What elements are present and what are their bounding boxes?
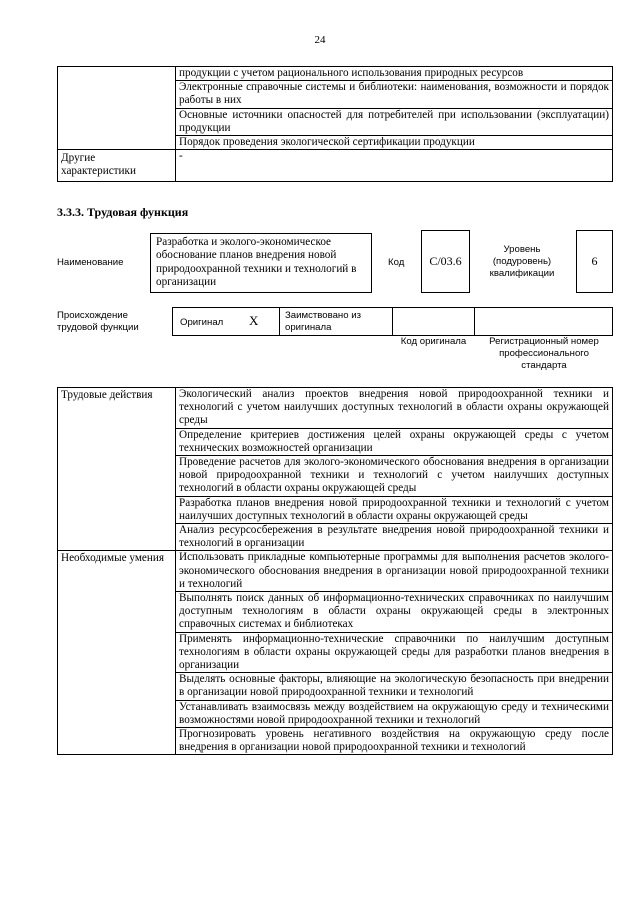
skill-item: Прогнозировать уровень негативного воздействия на окружающую среду после внедрения в организации новой природоохранной техники и технологий	[176, 728, 613, 755]
labor-action-item: Разработка планов внедрения новой природоохранной техники и технологий с учетом наилучших доступных технологий в области охраны окружающей среды	[176, 496, 613, 523]
qualification-level-label: Уровень (подуровень) квалификации	[489, 244, 555, 279]
skill-item: Использовать прикладные компьютерные программы для выполнения расчетов эколого-экономического обоснования внедрения в организации новой природоохранной техники и технологий	[176, 551, 613, 592]
table-row	[58, 388, 613, 429]
table-row	[58, 551, 613, 592]
table-cell: Основные источники опасностей для потребителей при использовании (эксплуатации) продукции	[176, 108, 613, 135]
table-row	[58, 150, 613, 181]
skill-item: Выполнять поиск данных об информационно-технических справочниках по наилучшим доступным технологиям в области охраны окружающей среды в электронных справочных системах и библиотеках	[176, 592, 613, 633]
other-characteristics-value: -	[176, 150, 613, 181]
section-title: 3.3.3. Трудовая функция	[57, 205, 189, 219]
borrowed-label: Заимствовано из оригинала	[285, 310, 361, 333]
other-characteristics-label: Другие характеристики	[58, 150, 176, 181]
function-code-box	[421, 230, 470, 293]
labor-action-item: Проведение расчетов для эколого-экономического обоснования внедрения в организации новой природоохранной техники и технологий с учетом наилучших доступных технологий в области охраны окружающей среды	[176, 456, 613, 497]
original-code-box	[392, 307, 475, 336]
qualification-level-value: 6	[591, 254, 598, 268]
empty-label-cell	[58, 67, 176, 150]
registration-number-label: Регистрационный номер профессионального стандарта	[489, 336, 599, 371]
table-row	[58, 67, 613, 81]
original-mark: X	[249, 313, 259, 328]
original-label: Оригинал	[180, 317, 224, 328]
knowledge-table-continued	[57, 66, 613, 182]
origin-label: Происхождение трудовой функции	[57, 310, 139, 333]
code-label: Код	[388, 257, 405, 268]
registration-number-box	[474, 307, 613, 336]
labor-action-item: Анализ ресурсосбережения в результате внедрения новой природоохранной техники и технологий в организации	[176, 524, 613, 551]
skill-item: Устанавливать взаимосвязь между воздействием на окружающую среду и техническими возможностями новой природоохранной техники и технологий	[176, 700, 613, 727]
function-details-table	[57, 387, 613, 755]
original-code-label: Код оригинала	[400, 336, 467, 347]
qualification-level-box	[576, 230, 613, 293]
origin-borrowed-cell	[279, 307, 393, 336]
origin-original-cell	[172, 307, 280, 336]
table-cell: продукции с учетом рационального использования природных ресурсов	[176, 67, 613, 81]
required-skills-label: Необходимые умения	[58, 551, 176, 755]
function-code-value: С/03.6	[429, 254, 462, 268]
name-label: Наименование	[57, 257, 124, 268]
function-name-box: Разработка и эколого-экономическое обоснование планов внедрения новой природоохранной техники и технологий в организации	[150, 233, 372, 293]
page-number: 24	[314, 34, 326, 46]
labor-actions-label: Трудовые действия	[58, 388, 176, 551]
labor-action-item: Определение критериев достижения целей охраны окружающей среды с учетом технических возможностей организации	[176, 428, 613, 455]
table-cell: Электронные справочные системы и библиотеки: наименования, возможности и порядок работы в них	[176, 81, 613, 108]
skill-item: Применять информационно-технические справочники по наилучшим доступным технологиям в области охраны окружающей среды для разработки планов внедрения в организации	[176, 632, 613, 673]
skill-item: Выделять основные факторы, влияющие на экологическую безопасность при внедрении в организации новой природоохранной техники и технологий	[176, 673, 613, 700]
labor-action-item: Экологический анализ проектов внедрения новой природоохранной техники и технологий с учетом наилучших доступных технологий в области охраны окружающей среды	[176, 388, 613, 429]
table-cell: Порядок проведения экологической сертификации продукции	[176, 136, 613, 150]
